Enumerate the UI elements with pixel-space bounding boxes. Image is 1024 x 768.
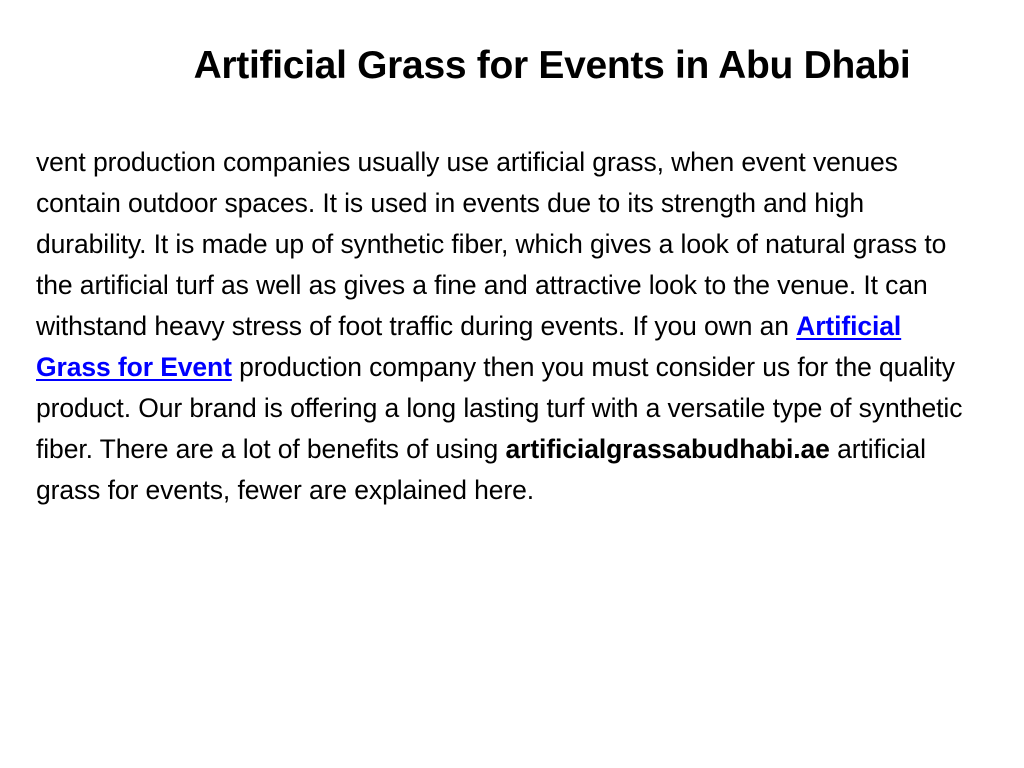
body-text-middle: production company then you must consider us for the quality product. Our brand is offering a long lasting turf with a versatile type of synthetic fiber. There are a lot of benefits of using [36, 352, 963, 464]
brand-domain-text: artificialgrassabudhabi.ae [505, 434, 830, 464]
body-text-intro: vent production companies usually use artificial grass, when event venues contain outdoor spaces. It is used in events due to its strength and high durability. It is made up of synthetic fiber, which gives a look of natural grass to the artificial turf as well as gives a fine and attractive look to the venue. It can withstand heavy stress of foot traffic during events. If you own an [36, 147, 947, 341]
body-paragraph [36, 142, 976, 511]
body-text-ending: artificial grass for events, fewer are explained here. [36, 434, 926, 505]
artificial-grass-for-event-link[interactable]: Artificial Grass for Event [36, 311, 902, 382]
slide-title: Artificial Grass for Events in Abu Dhabi [193, 44, 911, 87]
